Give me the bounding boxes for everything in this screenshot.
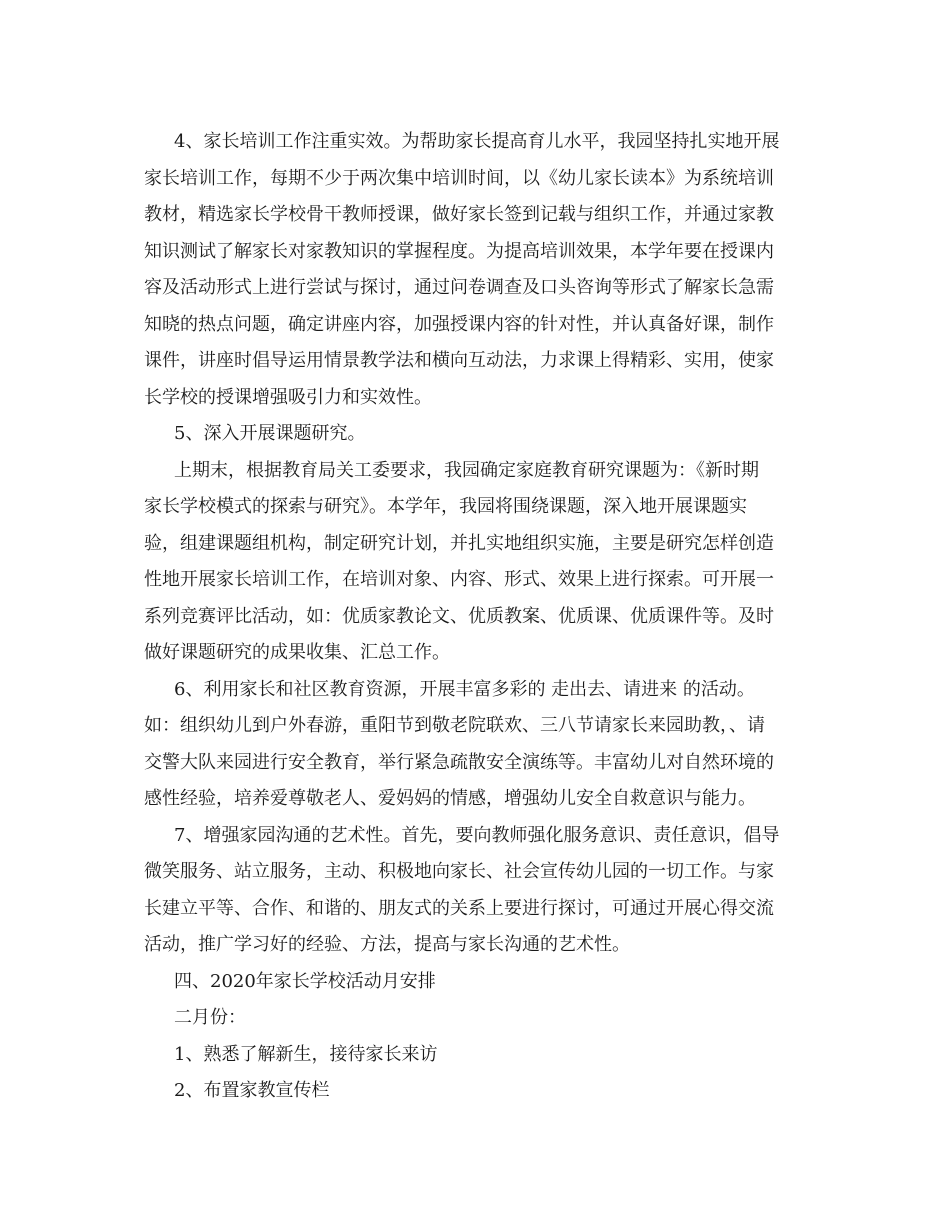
text-line: 交警大队来园进行安全教育，举行紧急疏散安全演练等。丰富幼儿对自然环境的 <box>144 751 774 773</box>
text-line: 二月份： <box>174 1007 246 1028</box>
text-line: 活动，推广学习好的经验、方法，提高与家长沟通的艺术性。 <box>144 934 630 955</box>
text-line: 6、利用家长和社区教育资源，开展丰富多彩的 走出去、请进来 的活动。 <box>174 678 755 700</box>
text-line: 4、家长培训工作注重实效。为帮助家长提高育儿水平，我园坚持扎实地开展 <box>174 131 780 152</box>
text-line: 四、2020年家长学校活动月安排 <box>174 970 436 992</box>
document-body <box>144 124 808 1110</box>
text-line: 验，组建课题组机构，制定研究计划，并扎实地组织实施，主要是研究怎样创造 <box>144 532 774 554</box>
text-line: 系列竞赛评比活动，如：优质家教论文、优质教案、优质课、优质课件等。及时 <box>144 605 774 627</box>
text-line: 2、布置家教宣传栏 <box>174 1080 330 1101</box>
text-line: 知识测试了解家长对家教知识的掌握程度。为提高培训效果，本学年要在授课内 <box>144 240 774 262</box>
text-line: 感性经验，培养爱尊敬老人、爱妈妈的情感，增强幼儿安全自救意识与能力。 <box>144 788 756 809</box>
text-line: 课件，讲座时倡导运用情景教学法和横向互动法，力求课上得精彩、实用，使家 <box>144 350 774 371</box>
text-line: 做好课题研究的成果收集、汇总工作。 <box>144 642 450 663</box>
text-line: 家长培训工作，每期不少于两次集中培训时间，以《幼儿家长读本》为系统培训 <box>144 167 774 189</box>
text-line: 性地开展家长培训工作，在培训对象、内容、形式、效果上进行探索。可开展一 <box>144 569 774 590</box>
text-line: 长建立平等、合作、和谐的、朋友式的关系上要进行探讨，可通过开展心得交流 <box>144 897 774 919</box>
text-line: 微笑服务、站立服务，主动、积极地向家长、社会宣传幼儿园的一切工作。与家 <box>144 861 774 882</box>
text-line: 7、增强家园沟通的艺术性。首先，要向教师强化服务意识、责任意识，倡导 <box>174 824 780 846</box>
text-line: 长学校的授课增强吸引力和实效性。 <box>144 386 432 408</box>
text-line: 家长学校模式的探索与研究》。本学年，我园将围绕课题，深入地开展课题实 <box>144 496 747 517</box>
text-line: 容及活动形式上进行尝试与探讨，通过问卷调查及口头咨询等形式了解家长急需 <box>144 277 774 298</box>
text-line: 教材，精选家长学校骨干教师授课，做好家长签到记载与组织工作，并通过家教 <box>144 204 774 225</box>
text-line: 上期末，根据教育局关工委要求，我园确定家庭教育研究课题为：《新时期 <box>174 459 759 481</box>
text-line: 知晓的热点问题，确定讲座内容，加强授课内容的针对性，并认真备好课，制作 <box>144 313 774 335</box>
text-line: 5、深入开展课题研究。 <box>174 423 366 444</box>
text-line: 如：组织幼儿到户外春游，重阳节到敬老院联欢、三八节请家长来园助教，、请 <box>144 715 765 736</box>
text-line: 1、熟悉了解新生，接待家长来访 <box>174 1043 438 1065</box>
